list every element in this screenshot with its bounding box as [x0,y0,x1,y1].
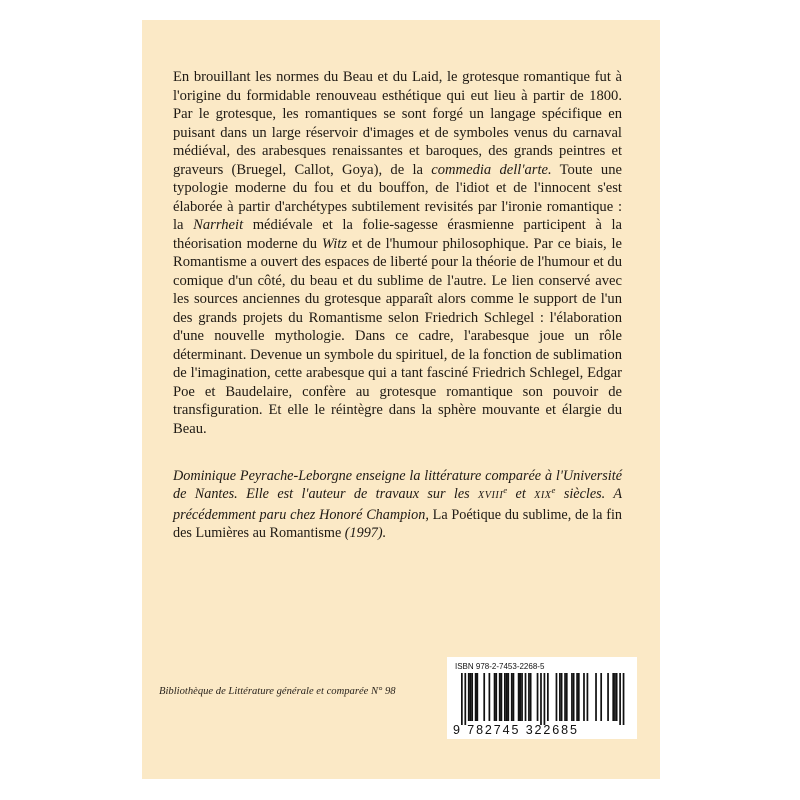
barcode-bar [537,673,539,721]
bio-century-18: XVIII [478,490,504,502]
barcode-bar [507,673,509,721]
barcode-bar [464,673,466,725]
barcode-bar [600,673,602,721]
bio-book-title: La Poétique du sublime, de la fin des Lumières au Romantisme [173,506,622,542]
bio-text-2: et [507,486,535,503]
barcode-bar [470,673,472,721]
summary-italic-witz: Witz [321,235,347,252]
barcode-bar [566,673,568,721]
barcode-bar [489,673,491,721]
barcode-bar [583,673,585,721]
barcode-bar [578,673,580,721]
bio-century-19-sup: e [551,485,556,496]
barcode-bar [461,673,463,725]
author-bio [173,467,622,543]
barcode-bar [587,673,589,721]
bio-text-4: (1997). [341,525,387,542]
barcode-bar [530,673,532,721]
barcode-bar [506,673,508,721]
summary-italic-narrheit: Narrheit [193,217,244,233]
barcode-bar [483,673,485,721]
barcode-bar [595,673,597,721]
barcode-bar [559,673,561,721]
barcode-bar [612,673,614,721]
summary-italic-commedia: commedia dell'arte. [431,161,552,178]
barcode-graphic [447,673,637,725]
barcode-bar [468,673,470,721]
barcode-bar [528,673,530,721]
barcode-bar [504,673,506,721]
bio-century-19: XIX [534,490,552,502]
summary-text-4: et de l'humour philosophique. Par ce biais, le Romantisme a ouvert des espaces de liberté pour la théorie de l'humour et du comique d'un côté, du beau et du sublime de l'autre. Le lien conservé avec les sources anciennes du grotesque apparaît alors comme le support de l'un des grands projets du Romantisme selon Friedrich Schlegel : l'élaboration d'une nouvelle mythologie. Dans ce cadre, l'arabesque joue un rôle déterminant. Devenue un symbole du spirituel, de la fonction de sublimation de l'imagination, cette arabesque qui a tant fasciné Friedrich Schlegel, Edgar Poe et Baudelaire, confère au grotesque romantique son pouvoir de transfiguration. Et elle le réintègre dans la sphère mouvante et élargie du Beau. [173,235,623,437]
barcode-bar [471,673,473,721]
barcode-bar [556,673,558,721]
barcode-bar [499,673,501,721]
summary-text-3: médiévale et la folie-sagesse érasmienne participent à la théorisation moderne du [173,217,622,252]
series-line: Bibliothèque de Littérature générale et comparée N° 98 [159,686,396,697]
barcode-bar [564,673,566,721]
summary-text-2: Toute une typologie moderne du fou et du bouffon, de l'idiot et de l'innocent s'est élaborée à partir d'archétypes subtilement revisités par l'ironie romantique : la [173,161,622,233]
barcode-bar [501,673,503,721]
barcode-bar [494,673,496,721]
barcode-bar [616,673,618,721]
barcode-bar [475,673,477,721]
barcode-bar [571,673,573,721]
summary-paragraph [173,68,622,438]
barcode-bar [607,673,609,721]
barcode-bar [518,673,520,721]
ean-digits: 9 782745 322685 [453,723,579,737]
bio-text-3: siècles. A précédemment paru chez Honoré Champion, [173,486,622,523]
bio-text-1: Dominique Peyrache-Leborgne enseigne la littérature comparée à l'Université de Nantes. Elle est l'auteur de travaux sur les [173,468,622,503]
barcode-bar [547,673,549,721]
barcode-bar [511,673,513,721]
barcode-block [447,657,637,739]
barcode-bar [513,673,515,721]
barcode-bar [521,673,523,721]
barcode-bar [576,673,578,721]
bio-century-18-sup: e [503,485,508,496]
barcode-bar [519,673,521,721]
barcode-bar [495,673,497,721]
back-cover [142,20,660,779]
barcode-bar [540,673,542,725]
barcode-bar [525,673,527,721]
barcode-bar [619,673,621,725]
summary-text-1: En brouillant les normes du Beau et du Laid, le grotesque romantique fut à l'origine du formidable renouveau esthétique qui eut lieu à partir de 1800. Par le grotesque, les romantiques se sont forgé un langage spécifique en puisant dans un large réservoir d'images et de symboles venus du carnaval médiéval, des arabesques renaissantes et baroques, des grands peintres et graveurs (Bruegel, Callot, Goya), de la [173,69,622,178]
barcode-bar [623,673,625,725]
barcode-bar [573,673,575,721]
isbn-label: ISBN 978-2-7453-2268-5 [455,662,545,671]
barcode-bar [561,673,563,721]
barcode-bar [544,673,546,725]
barcode-bar [614,673,616,721]
barcode-bar [476,673,478,721]
